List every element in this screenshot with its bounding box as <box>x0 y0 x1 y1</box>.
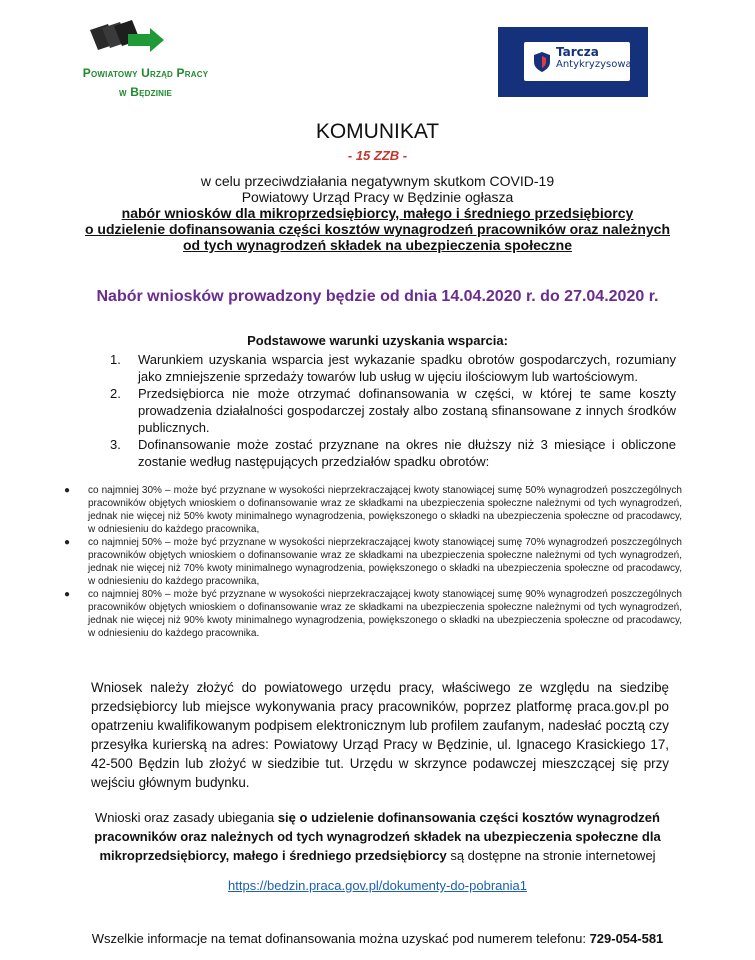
conditions-heading: Podstawowe warunki uzyskania wsparcia: <box>247 333 508 348</box>
turnover-range-text: co najmniej 50% – może być przyznane w wysokości nieprzekraczającej kwoty stanowiącej sumę 70% wynagrodzeń poszczególnych pracowników objętych wnioskiem o dofinansowanie wraz ze składkami na ubezpieczenia społeczne należnymi od tych wynagrodzeń, jednak nie więcej niż 70% kwoty minimalnego wynagrodzenia, powiększonego o składki na ubezpieczenia społeczne od pracodawcy, w odniesieniu do każdego pracownika, <box>88 537 682 587</box>
application-period: Nabór wniosków prowadzony będzie od dnia 14.04.2020 r. do 27.04.2020 r. <box>96 288 659 305</box>
contact-footer <box>0 931 755 946</box>
rules-line-1 <box>0 808 755 827</box>
rules-pre: Wnioski oraz zasady ubiegania <box>95 810 278 825</box>
tarcza-logo-subtitle: Antykryzysowa <box>556 59 632 70</box>
pup-logo-line2: w Będzinie <box>118 85 173 99</box>
shield-icon <box>532 51 552 73</box>
intro-line-5: od tych wynagrodzeń składek na ubezpieczenia społeczne <box>183 237 572 253</box>
tarcza-logo-name: Tarcza <box>556 45 599 59</box>
condition-item <box>108 436 676 470</box>
condition-number: 3. <box>110 437 121 452</box>
rules-line-3 <box>0 846 755 865</box>
condition-number: 1. <box>110 352 121 367</box>
rules-paragraph <box>0 808 755 865</box>
pup-logo-icon <box>58 18 233 63</box>
footer-phone: 729-054-581 <box>589 931 664 946</box>
turnover-range-item <box>62 484 682 536</box>
tarcza-logo <box>498 27 648 97</box>
bullet-icon: ● <box>64 537 71 548</box>
rules-post: są dostępne na stronie internetowej <box>446 848 656 863</box>
bullet-icon: ● <box>64 485 71 496</box>
conditions-list <box>108 351 676 470</box>
condition-text: Dofinansowanie może zostać przyznane na okres nie dłuższy niż 3 miesiące i obliczone zostanie według następujących przedziałów spadku obrotów: <box>138 437 676 469</box>
condition-item <box>108 351 676 385</box>
footer-text: Wszelkie informacje na temat dofinansowania można uzyskać pod numerem telefonu: <box>91 931 590 946</box>
intro-line-2: Powiatowy Urząd Pracy w Będzinie ogłasza <box>241 189 514 205</box>
rules-bold-3: mikroprzedsiębiorcy, małego i średniego przedsiębiorcy <box>99 848 447 863</box>
turnover-ranges-list <box>62 484 682 640</box>
intro-line-3: nabór wniosków dla mikroprzedsiębiorcy, małego i średniego przedsiębiorcy <box>121 205 634 221</box>
rules-bold-1: się o udzielenie dofinansowania części kosztów wynagrodzeń <box>277 810 660 825</box>
condition-text: Warunkiem uzyskania wsparcia jest wykazanie spadku obrotów gospodarczych, rozumiany jako zmniejszenie sprzedaży towarów lub usług w ujęciu ilościowym lub wartościowym. <box>138 352 676 384</box>
page-title: KOMUNIKAT <box>315 120 440 143</box>
documents-link[interactable]: https://bedzin.praca.gov.pl/dokumenty-do-pobrania1 <box>228 878 527 893</box>
condition-text: Przedsiębiorca nie może otrzymać dofinansowania w części, w której te same koszty prowadzenia działalności gospodarczej zostały albo zostaną sfinansowane z innych środków publicznych. <box>138 386 676 435</box>
intro-line-4: o udzielenie dofinansowania części kosztów wynagrodzeń pracowników oraz należnych <box>84 221 670 237</box>
pup-logo-line1: Powiatowy Urząd Pracy <box>82 66 209 80</box>
turnover-range-item <box>62 536 682 588</box>
intro-line-1: w celu przeciwdziałania negatywnym skutkom COVID-19 <box>200 173 555 189</box>
condition-item <box>108 385 676 436</box>
condition-number: 2. <box>110 386 121 401</box>
turnover-range-text: co najmniej 30% – może być przyznane w wysokości nieprzekraczającej kwoty stanowiącej sumę 50% wynagrodzeń poszczególnych pracowników objętych wnioskiem o dofinansowanie wraz ze składkami na ubezpieczenia społeczne należnymi od tych wynagrodzeń, jednak nie więcej niż 50% kwoty minimalnego wynagrodzenia, powiększonego o składki na ubezpieczenia społeczne od pracodawcy, w odniesieniu do każdego pracownika, <box>88 485 682 535</box>
announcement-code: - 15 ZZB - <box>347 148 408 163</box>
turnover-range-text: co najmniej 80% – może być przyznane w wysokości nieprzekraczającej kwoty stanowiącej sumę 90% wynagrodzeń poszczególnych pracowników objętych wnioskiem o dofinansowanie wraz ze składkami na ubezpieczenia społeczne należnymi od tych wynagrodzeń, jednak nie więcej niż 90% kwoty minimalnego wynagrodzenia, powiększonego o składki na ubezpieczenia społeczne od pracodawcy, w odniesieniu do każdego pracownika. <box>88 589 682 639</box>
application-instructions: Wniosek należy złożyć do powiatowego urzędu pracy, właściwego ze względu na siedzibę przedsiębiorcy lub miejsce wykonywania pracy pracowników, poprzez platformę praca.gov.pl po opatrzeniu kwalifikowanym podpisem elektronicznym lub profilem zaufanym, nadesłać pocztą czy przesyłka kurierską na adres: Powiatowy Urząd Pracy w Będzinie, ul. Ignacego Krasickiego 17, 42-500 Będzin lub złożyć w siedzibie tut. Urzędu w skrzynce podawczej mieszczącej się przy wejściu głównym budynku. <box>91 680 669 790</box>
turnover-range-item <box>62 588 682 640</box>
rules-bold-2: pracowników oraz należnych od tych wynagrodzeń składek na ubezpieczenia społeczne dla <box>94 829 661 844</box>
rules-line-2 <box>0 827 755 846</box>
pup-logo <box>58 18 233 108</box>
bullet-icon: ● <box>64 589 71 600</box>
